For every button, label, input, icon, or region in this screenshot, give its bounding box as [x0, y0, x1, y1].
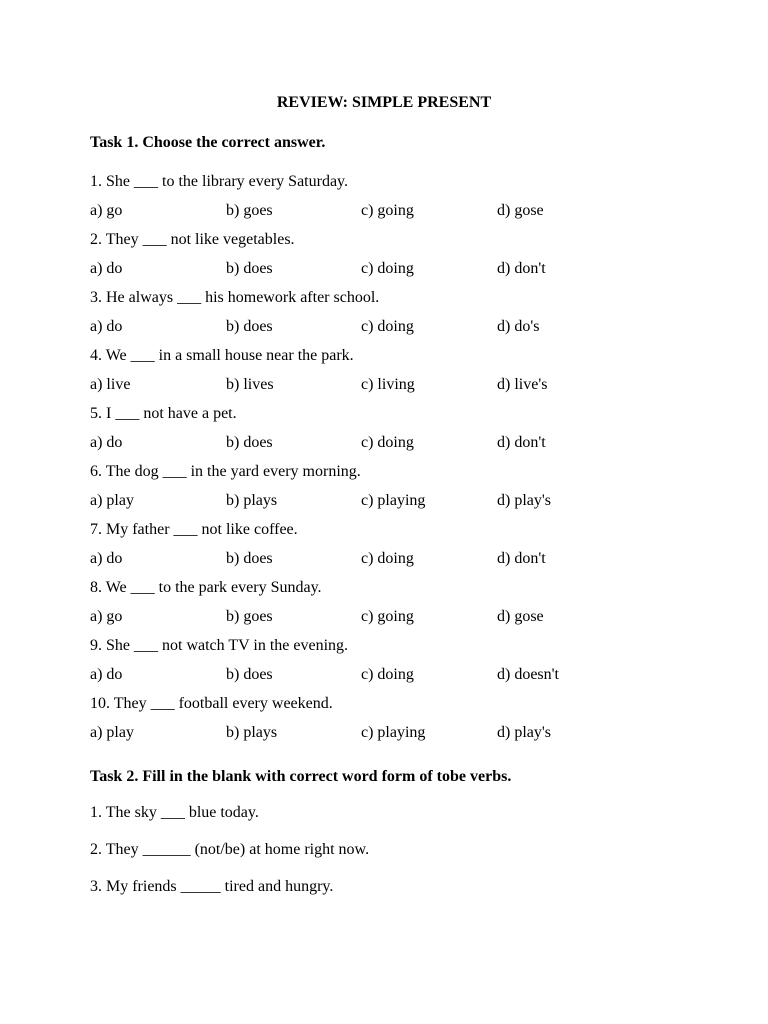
option-a: a) go — [90, 202, 123, 219]
option-d: d) doesn't — [497, 666, 559, 683]
option-d: d) do's — [497, 318, 540, 335]
task1-heading: Task 1. Choose the correct answer. — [90, 134, 326, 151]
option-b: b) does — [226, 666, 273, 683]
question-text: 7. My father ___ not like coffee. — [90, 521, 298, 538]
option-d: d) don't — [497, 260, 546, 277]
answer-options-row — [90, 491, 690, 520]
option-b: b) does — [226, 260, 273, 277]
answer-options-row — [90, 375, 690, 404]
fill-in-item: 1. The sky ___ blue today. — [90, 804, 259, 821]
fill-in-item: 2. They ______ (not/be) at home right now. — [90, 841, 370, 858]
question-text: 1. She ___ to the library every Saturday. — [90, 173, 349, 190]
option-c: c) going — [361, 202, 414, 219]
option-c: c) playing — [361, 724, 426, 741]
question-text: 10. They ___ football every weekend. — [90, 695, 333, 712]
option-b: b) does — [226, 550, 273, 567]
answer-options-row — [90, 665, 690, 694]
option-d: d) don't — [497, 550, 546, 567]
option-b: b) goes — [226, 608, 273, 625]
option-a: a) live — [90, 376, 131, 393]
task2-item-list — [90, 803, 690, 914]
fill-in-item: 3. My friends _____ tired and hungry. — [90, 878, 334, 895]
option-b: b) does — [226, 318, 273, 335]
task2-heading: Task 2. Fill in the blank with correct word form of tobe verbs. — [90, 768, 512, 785]
question-text: 3. He always ___ his homework after school. — [90, 289, 380, 306]
option-a: a) do — [90, 260, 123, 277]
option-c: c) doing — [361, 318, 414, 335]
answer-options-row — [90, 723, 690, 752]
page-title: REVIEW: SIMPLE PRESENT — [276, 94, 492, 111]
answer-options-row — [90, 433, 690, 462]
answer-options-row — [90, 201, 690, 230]
answer-options-row — [90, 259, 690, 288]
task1-question-list — [90, 172, 690, 752]
option-b: b) plays — [226, 492, 278, 509]
option-b: b) plays — [226, 724, 278, 741]
question-text: 2. They ___ not like vegetables. — [90, 231, 295, 248]
option-c: c) living — [361, 376, 415, 393]
option-a: a) do — [90, 666, 123, 683]
answer-options-row — [90, 549, 690, 578]
question-text: 5. I ___ not have a pet. — [90, 405, 237, 422]
option-d: d) play's — [497, 724, 551, 741]
option-b: b) does — [226, 434, 273, 451]
option-d: d) gose — [497, 202, 544, 219]
option-b: b) lives — [226, 376, 274, 393]
option-d: d) play's — [497, 492, 551, 509]
option-a: a) play — [90, 724, 134, 741]
answer-options-row — [90, 317, 690, 346]
option-c: c) doing — [361, 260, 414, 277]
option-b: b) goes — [226, 202, 273, 219]
option-c: c) doing — [361, 434, 414, 451]
option-a: a) do — [90, 550, 123, 567]
question-text: 8. We ___ to the park every Sunday. — [90, 579, 322, 596]
question-text: 6. The dog ___ in the yard every morning. — [90, 463, 361, 480]
option-a: a) go — [90, 608, 123, 625]
option-a: a) do — [90, 318, 123, 335]
option-d: d) gose — [497, 608, 544, 625]
option-c: c) doing — [361, 550, 414, 567]
question-text: 4. We ___ in a small house near the park. — [90, 347, 354, 364]
option-a: a) do — [90, 434, 123, 451]
question-text: 9. She ___ not watch TV in the evening. — [90, 637, 349, 654]
option-c: c) doing — [361, 666, 414, 683]
option-d: d) live's — [497, 376, 548, 393]
option-d: d) don't — [497, 434, 546, 451]
answer-options-row — [90, 607, 690, 636]
option-a: a) play — [90, 492, 134, 509]
option-c: c) going — [361, 608, 414, 625]
option-c: c) playing — [361, 492, 426, 509]
